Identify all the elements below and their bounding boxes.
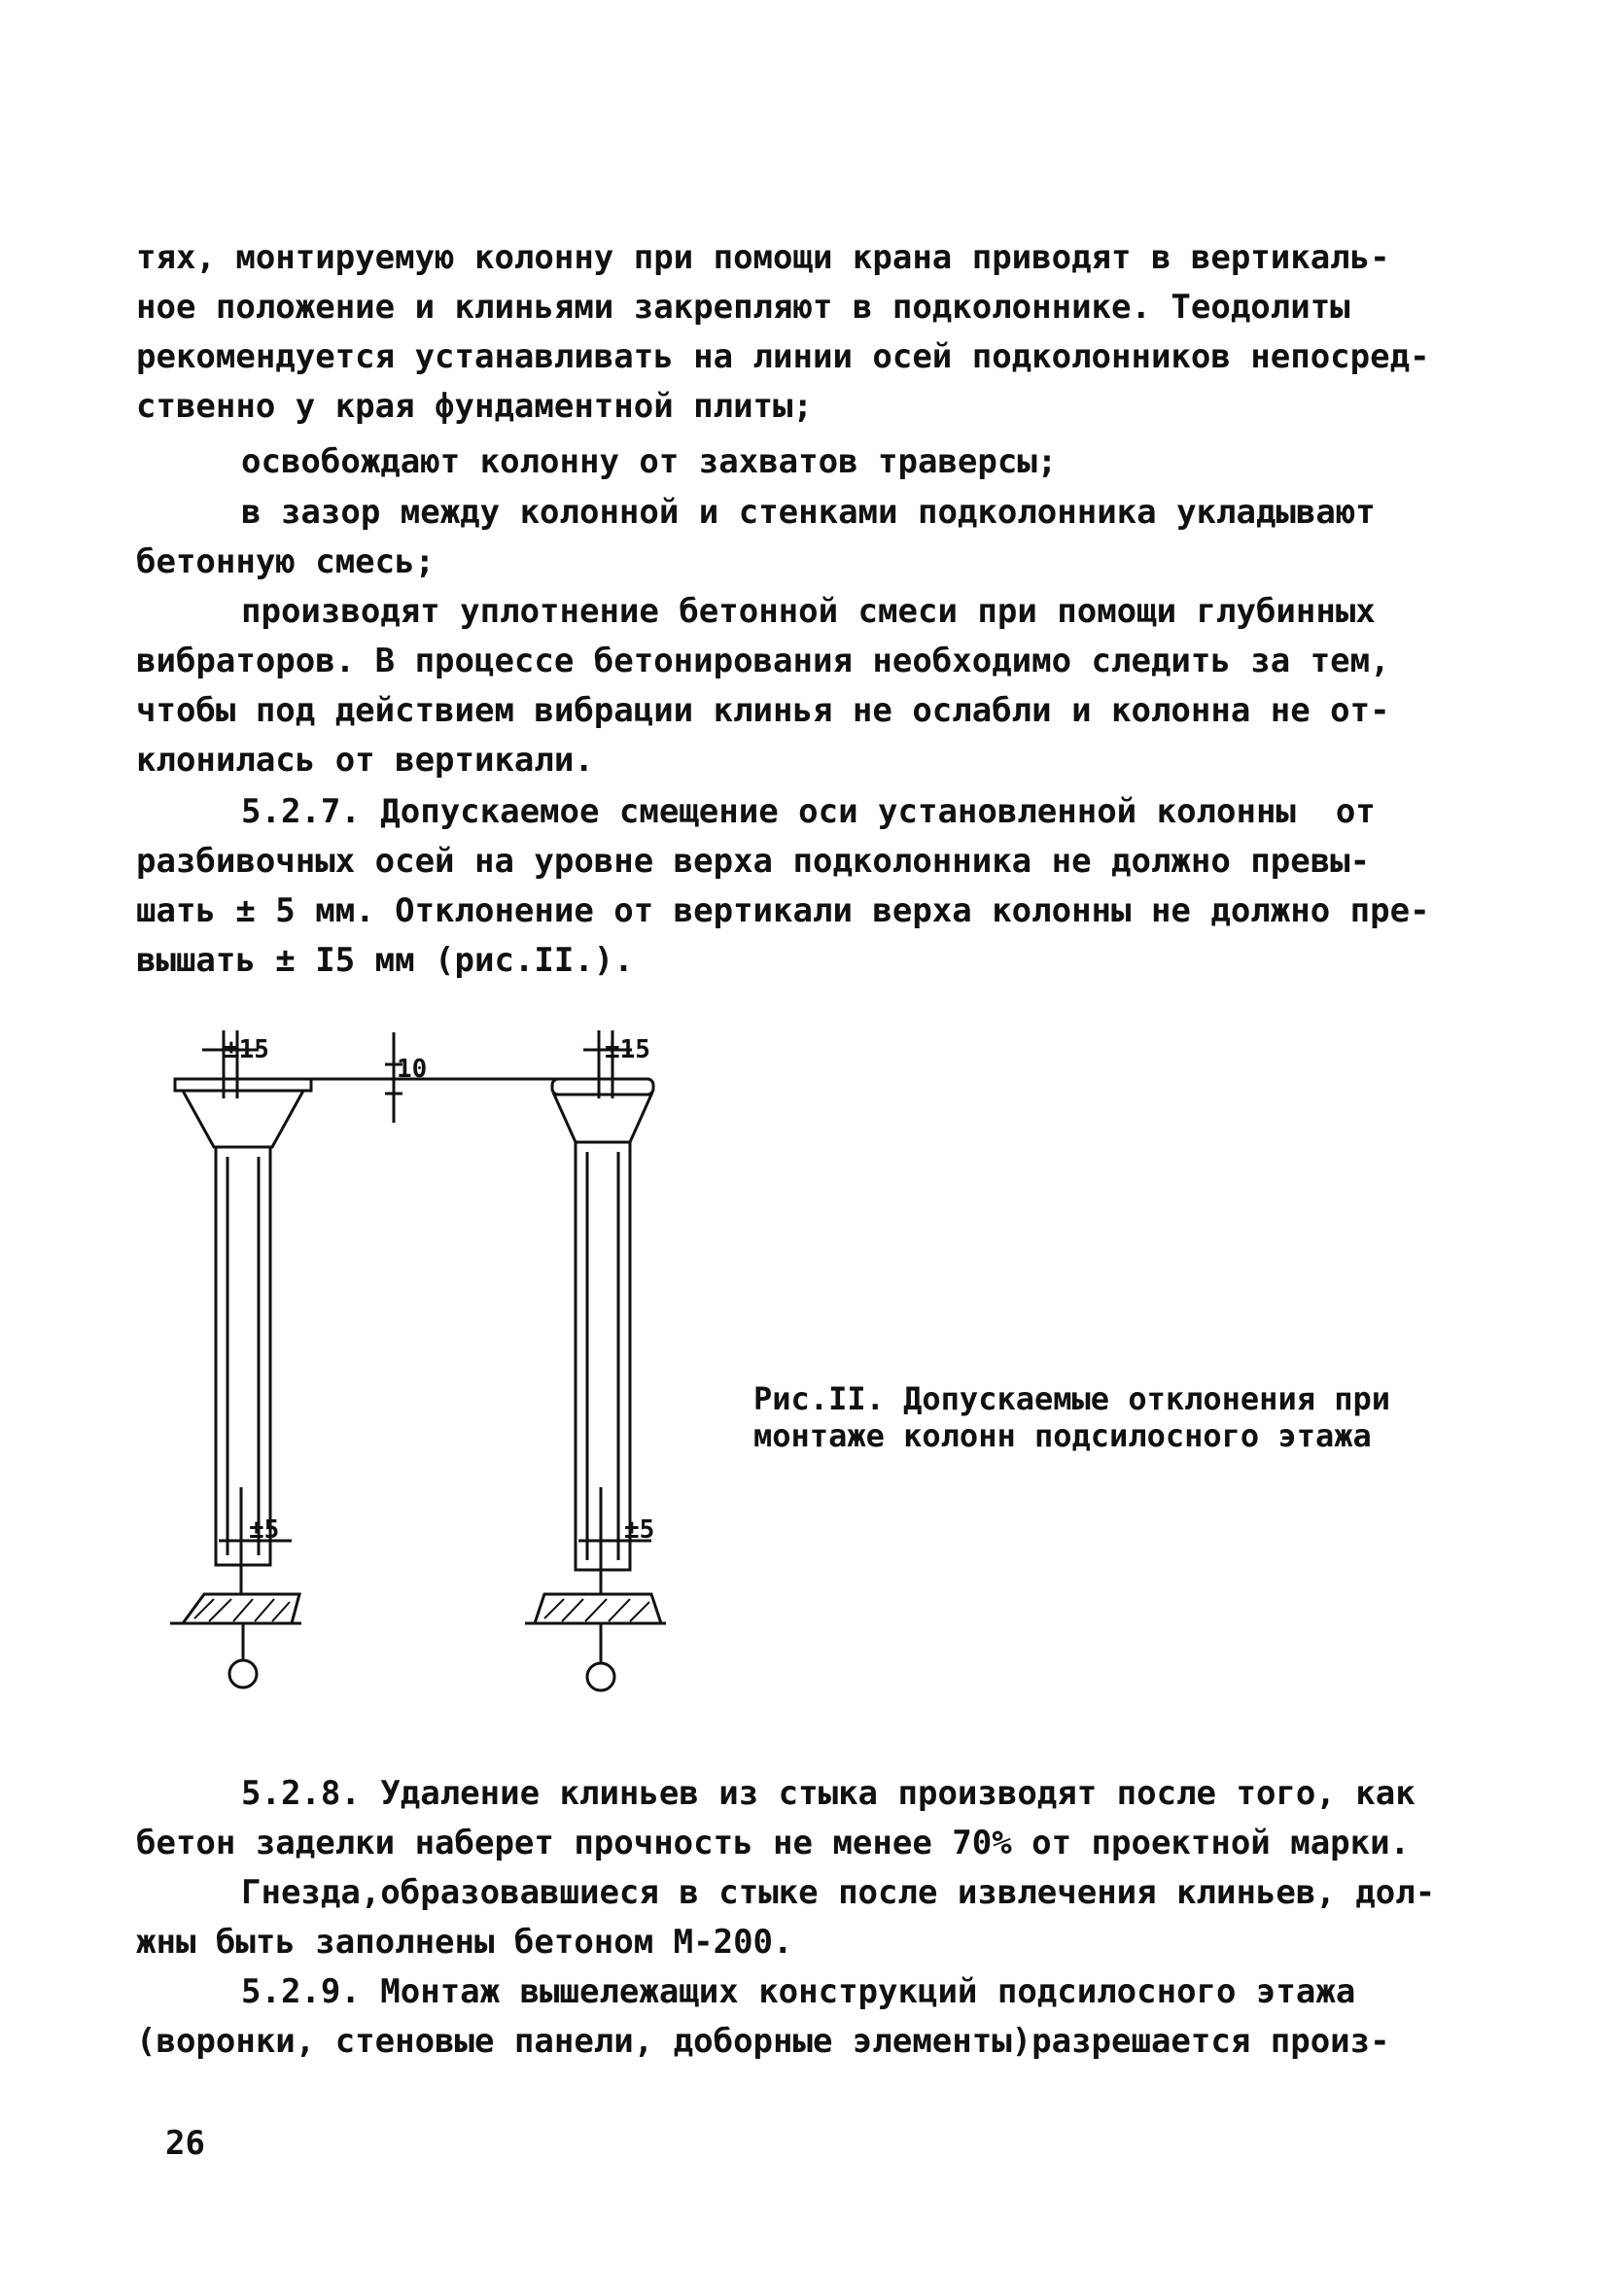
caption-line: монтаже колонн подсилосного этажа	[753, 1417, 1372, 1454]
tolerance-bottom-right: ±5	[624, 1515, 655, 1545]
text-line: 5.2.8. Удаление клиньев из стыка производят после того, как	[241, 1774, 1416, 1813]
text-line: производят уплотнение бетонной смеси при помощи глубинных	[241, 592, 1376, 631]
text-line: вышать ± I5 мм (рис.II.).	[136, 941, 634, 980]
paragraph-5-2-7	[136, 787, 1497, 986]
paragraph-release	[136, 437, 1497, 487]
text-line: жны быть заполнены бетоном М-200.	[136, 1923, 793, 1962]
text-line: Гнезда,образовавшиеся в стыке после извлечения клиньев, дол-	[241, 1873, 1436, 1912]
tolerance-top-right: ±15	[605, 1035, 650, 1064]
text-line: ное положение и клиньями закрепляют в подколоннике. Теодолиты	[136, 288, 1350, 327]
text-line: клонилась от вертикали.	[136, 741, 594, 780]
figure-caption	[753, 1380, 1492, 1454]
text-line: бетонную смесь;	[136, 542, 436, 581]
text-line: (воронки, стеновые панели, доборные элементы)разрешается произ-	[136, 2022, 1390, 2061]
paragraph-gap	[136, 488, 1497, 587]
text-line: бетон заделки наберет прочность не менее 70% от проектной марки.	[136, 1824, 1411, 1862]
text-line: в зазор между колонной и стенками подколонника укладывают	[241, 493, 1376, 532]
text-line: шать ± 5 мм. Отклонение от вертикали верха колонны не должно пре-	[136, 891, 1430, 930]
paragraph-5-2-9	[136, 1967, 1497, 2067]
text-line: разбивочных осей на уровне верха подколонника не должно превы-	[136, 842, 1371, 881]
paragraph-5-2-8	[136, 1769, 1497, 1868]
page-number: 26	[165, 2124, 205, 2163]
columns-figure	[126, 1011, 729, 1711]
text-line: 5.2.7. Допускаемое смещение оси установленной колонны от	[241, 792, 1376, 831]
text-line: тях, монтируемую колонну при помощи крана приводят в вертикаль-	[136, 238, 1390, 277]
tolerance-top-left: ±15	[224, 1035, 269, 1064]
text-line: освобождают колонну от захватов траверсы;	[241, 442, 1058, 481]
text-line: рекомендуется устанавливать на линии осей подколонников непосред-	[136, 337, 1430, 376]
caption-line: Рис.II. Допускаемые отклонения при	[753, 1380, 1391, 1417]
tolerance-top-middle: 10	[397, 1055, 428, 1084]
paragraph-continuation	[136, 233, 1497, 432]
text-line: 5.2.9. Монтаж вышележащих конструкций подсилосного этажа	[241, 1972, 1356, 2011]
text-line: ственно у края фундаментной плиты;	[136, 387, 813, 426]
paragraph-compaction	[136, 587, 1497, 785]
paragraph-nests	[136, 1868, 1497, 1967]
text-line: чтобы под действием вибрации клинья не ослабли и колонна не от-	[136, 691, 1390, 730]
tolerance-bottom-left: ±5	[249, 1515, 280, 1545]
text-line: вибраторов. В процессе бетонирования необходимо следить за тем,	[136, 642, 1390, 680]
